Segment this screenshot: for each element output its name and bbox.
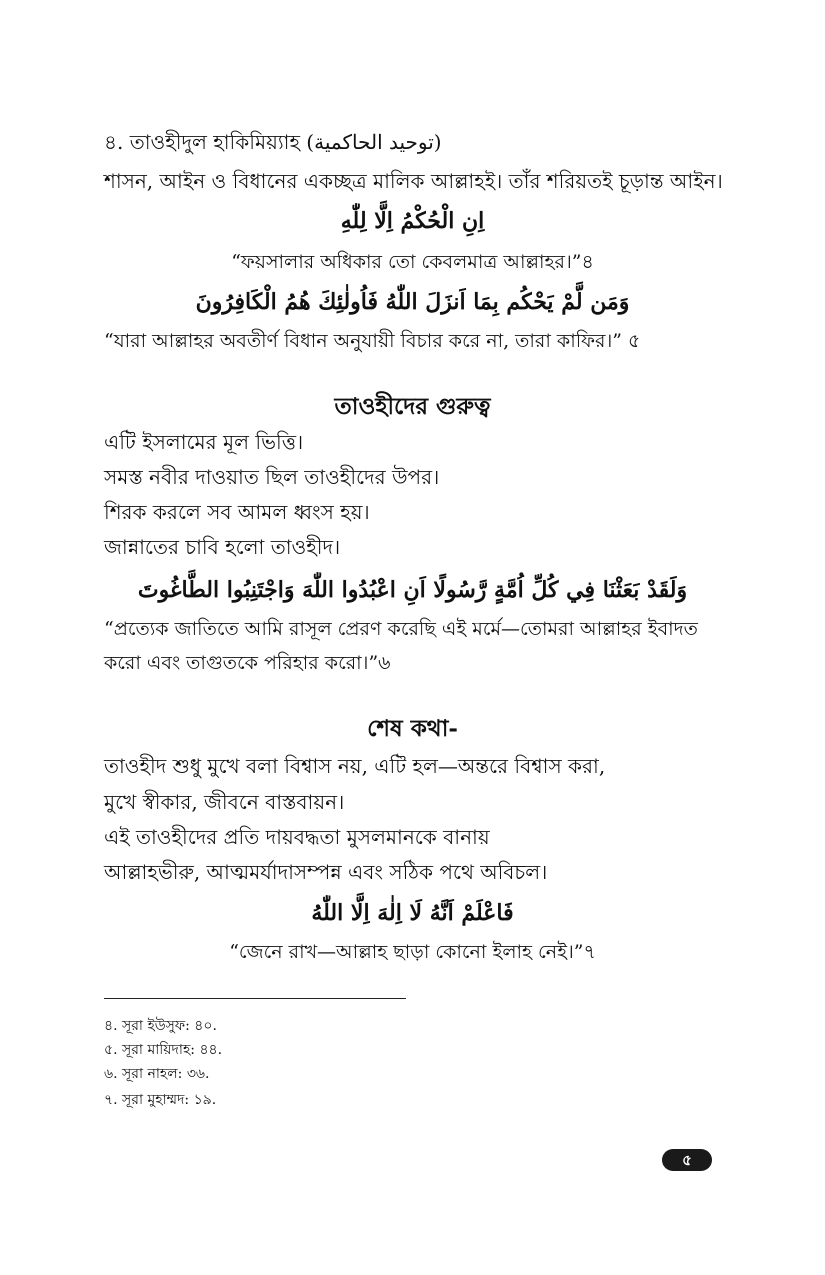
arabic-verse: وَمَن لَّمْ يَحْكُم بِمَا اَنزَلَ اللّٰهُ فَاُولٰئِكَ هُمُ الْكَافِرُونَ xyxy=(195,289,630,315)
footnote: ৬. সূরা নাহল: ৩৬. xyxy=(104,1066,210,1082)
paragraph-line: এই তাওহীদের প্রতি দায়বদ্ধতা মুসলমানকে বানায় xyxy=(104,825,490,849)
footnote: ৪. সূরা ইউসুফ: ৪০. xyxy=(104,1018,217,1034)
arabic-verse: وَلَقَدْ بَعَثْنَا فِي كُلِّ اُمَّةٍ رَّسُولًا اَنِ اعْبُدُوا اللّٰهَ وَاجْتَنِبُوا الطَّاغُوتَ xyxy=(137,577,688,603)
paragraph-line: মুখে স্বীকার, জীবনে বাস্তবায়ন। xyxy=(104,790,345,814)
verse-translation: “ফয়সালার অধিকার তো কেবলমাত্র আল্লাহর।”৪ xyxy=(231,251,594,273)
verse-translation: “প্রত্যেক জাতিতে আমি রাসূল প্রেরণ করেছি এই মর্মে—তোমরা আল্লাহর ইবাদত xyxy=(104,618,698,640)
section-heading: শেষ কথা- xyxy=(367,715,458,742)
section-heading: তাওহীদের গুরুত্ব xyxy=(334,393,491,420)
arabic-verse: فَاعْلَمْ اَنَّهُ لَا اِلٰهَ اِلَّا اللّٰهُ xyxy=(311,900,514,926)
verse-translation: করো এবং তাগুতকে পরিহার করো।”৬ xyxy=(104,652,391,674)
verse-translation: “জেনে রাখ—আল্লাহ ছাড়া কোনো ইলাহ নেই।”৭ xyxy=(229,941,596,963)
section-title: ৪. তাওহীদুল হাকিমিয়্যাহ (توحيد الحاكمية) xyxy=(104,130,442,154)
footnote: ৫. সূরা মায়িদাহ: ৪৪. xyxy=(104,1042,223,1058)
page-number: ৫ xyxy=(662,1149,712,1171)
paragraph-line: আল্লাহভীরু, আত্মমর্যাদাসম্পন্ন এবং সঠিক পথে অবিচল। xyxy=(104,860,548,884)
footnote-divider xyxy=(104,998,406,999)
footnote: ৭. সূরা মুহাম্মদ: ১৯. xyxy=(104,1092,217,1108)
list-item: জান্নাতের চাবি হলো তাওহীদ। xyxy=(104,535,341,559)
arabic-verse: اِنِ الْحُكْمُ اِلَّا لِلّٰهِ xyxy=(340,208,485,234)
list-item: শিরক করলে সব আমল ধ্বংস হয়। xyxy=(104,500,370,524)
verse-translation: “যারা আল্লাহর অবতীর্ণ বিধান অনুযায়ী বিচার করে না, তারা কাফির।” ৫ xyxy=(104,330,641,352)
paragraph: শাসন, আইন ও বিধানের একচ্ছত্র মালিক আল্লাহই। তাঁর শরিয়তই চূড়ান্ত আইন। xyxy=(104,169,723,193)
paragraph-line: তাওহীদ শুধু মুখে বলা বিশ্বাস নয়, এটি হল—অন্তরে বিশ্বাস করা, xyxy=(104,754,606,778)
list-item: এটি ইসলামের মূল ভিত্তি। xyxy=(104,430,304,454)
list-item: সমস্ত নবীর দাওয়াত ছিল তাওহীদের উপর। xyxy=(104,465,440,489)
